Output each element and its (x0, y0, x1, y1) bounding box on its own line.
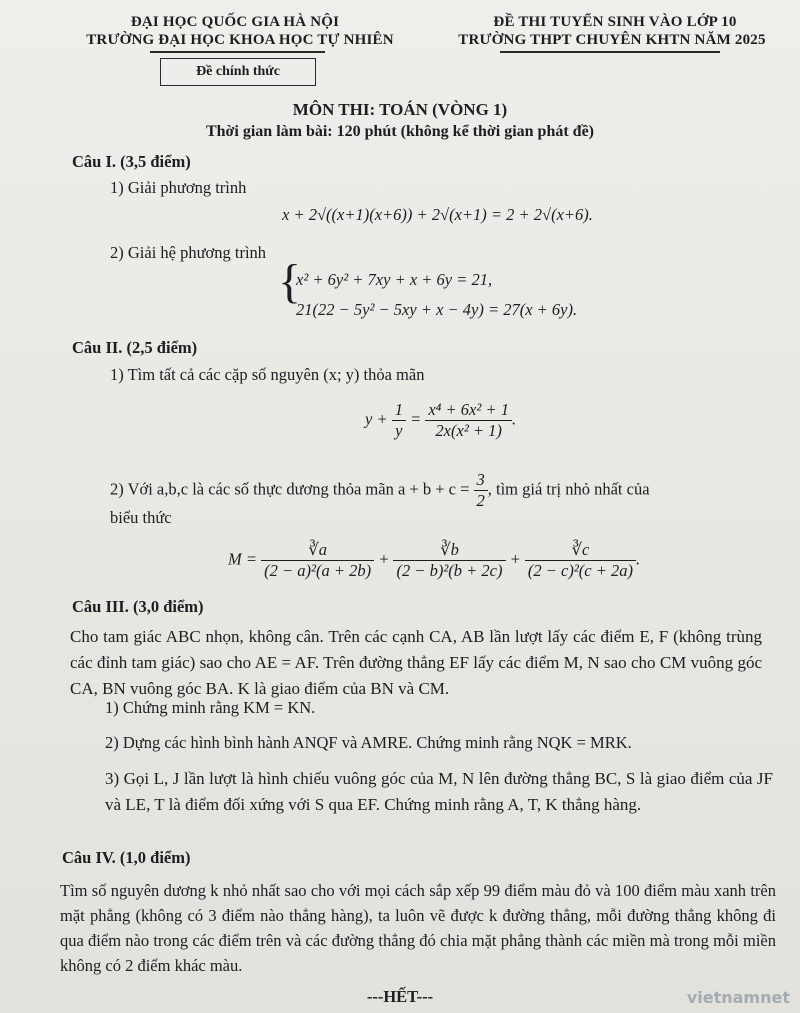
q3-heading: Câu III. (3,0 điểm) (72, 597, 204, 616)
M-term-2: $\frac{∛b}{\text{(2 − b)²(b + 2c)}}$ (393, 540, 505, 581)
q4-heading: Câu IV. (1,0 điểm) (62, 848, 191, 867)
exam-school-underline (500, 51, 720, 53)
q2-expression-label: biểu thức (110, 508, 172, 527)
q2-frac-2: $\frac{\text{x⁴ + 6x² + 1}}{\text{2x(x² + 1)}}$ (425, 400, 512, 441)
q2-heading: Câu II. (2,5 điểm) (72, 338, 198, 357)
M-expression: M = $\frac{∛a}{\text{(2 − a)²(a + 2b)}}$ + $\frac{∛b}{\text{(2 − b)²(b + 2c)}}$ + $\frac{∛c}{\text{(2 − c)²(c + 2a)}}$ . (228, 540, 641, 580)
q2-equation: y + $\frac{1}{y}$ = $\frac{\text{x⁴ + 6x² + 1}}{\text{2x(x² + 1)}}$ . (365, 400, 517, 440)
q1-heading: Câu I. (3,5 điểm) (72, 152, 191, 171)
exam-title: ĐỀ THI TUYỂN SINH VÀO LỚP 10 (493, 14, 737, 30)
three-halves: $\frac{3}{2}$ (474, 470, 488, 511)
q2-eq-sign: = (410, 409, 422, 429)
system-brace: { (278, 255, 302, 308)
q3-part2: 2) Dựng các hình bình hành ANQF và AMRE. Chứng minh rằng NQK = MRK. (105, 733, 632, 752)
system-eq1: x² + 6y² + 7xy + x + 6y = 21, (296, 270, 493, 289)
q2-part1: 1) Tìm tất cả các cặp số nguyên (x; y) thỏa mãn (110, 365, 425, 384)
end-marker: ---HẾT--- (366, 987, 434, 1006)
q1-equation: x + 2√((x+1)(x+6)) + 2√(x+1) = 2 + 2√(x+6). (282, 205, 593, 224)
official-label: Đề chính thức (160, 58, 316, 86)
exam-school: TRƯỜNG THPT CHUYÊN KHTN NĂM 2025 (458, 32, 766, 48)
q3-part3: 3) Gọi L, J lần lượt là hình chiếu vuông góc của M, N lên đường thẳng BC, S là giao điểm của JF và LE, T là điểm đối xứng với S qua EF. Chứng minh rằng A, T, K thẳng hàng. (105, 769, 773, 814)
university-name: ĐẠI HỌC QUỐC GIA HÀ NỘI (130, 14, 340, 30)
M-term-3: $\frac{∛c}{\text{(2 − c)²(c + 2a)}}$ (525, 540, 636, 581)
q2-eq-lhs: y + (365, 409, 388, 429)
q3-intro: Cho tam giác ABC nhọn, không cân. Trên các cạnh CA, AB lần lượt lấy các điểm E, F (không trùng các đỉnh tam giác) sao cho AE = AF. Trên đường thẳng EF lấy các điểm M, N sao cho CM vuông góc CA, BN vuông góc BA. K là giao điểm của BN và CM. (70, 627, 762, 698)
q3-part1: 1) Chứng minh rằng KM = KN. (105, 698, 316, 717)
time-limit: Thời gian làm bài: 120 phút (không kể thời gian phát đề) (205, 123, 595, 140)
system-eq2: 21(22 − 5y² − 5xy + x − 4y) = 27(x + 6y). (296, 300, 578, 319)
q4-text: Tìm số nguyên dương k nhỏ nhất sao cho với mọi cách sắp xếp 99 điểm màu đỏ và 100 điểm màu xanh trên mặt phẳng (không có 3 điểm nào thẳng hàng), ta luôn vẽ được k đường thẳng, mỗi đường thẳng không đi qua điểm nào trong các điểm trên và các đường thẳng đó chia mặt phẳng thành các miền mà trong mỗi miền không có 2 điểm khác màu. (60, 881, 776, 975)
q1-part2: 2) Giải hệ phương trình (110, 243, 267, 262)
q2-part2: 2) Với a,b,c là các số thực dương thỏa mãn a + b + c = $\frac{3}{2}$ , tìm giá trị nhỏ nhất của (110, 470, 650, 510)
M-term-1: $\frac{∛a}{\text{(2 − a)²(a + 2b)}}$ (261, 540, 374, 581)
school-name: TRƯỜNG ĐẠI HỌC KHOA HỌC TỰ NHIÊN (86, 32, 394, 48)
school-underline (150, 51, 325, 53)
q2-frac-1: $\frac{1}{y}$ (392, 400, 406, 441)
vietnamnet-watermark: vietnamnet (686, 988, 790, 1007)
q1-part1: 1) Giải phương trình (110, 178, 247, 197)
subject-title: MÔN THI: TOÁN (VÒNG 1) (292, 100, 508, 119)
